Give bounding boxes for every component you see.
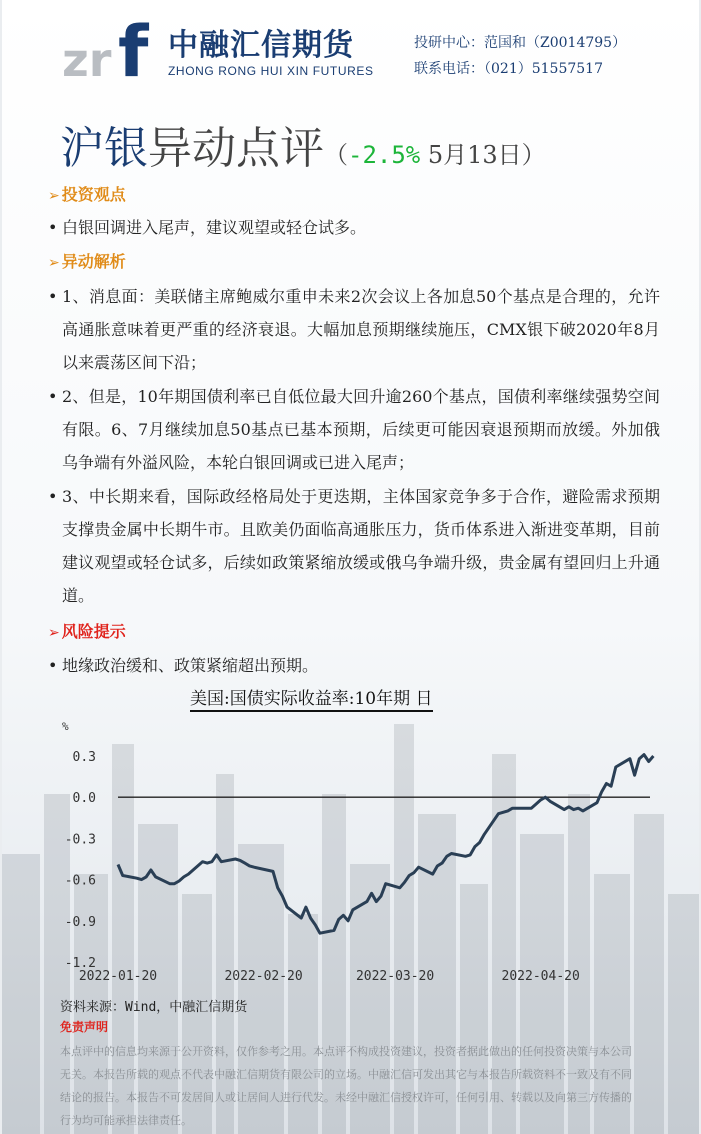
analysis-item-1: • 1、消息面：美联储主席鲍威尔重申未来2次会议上各加息50个基点是合理的，允许高通胀意味着更严重的经济衰退。大幅加息预期继续施压，CMX银下破2020年8月以来震荡区间下沿； [48,287,660,372]
disclaimer-heading: 免责声明 [60,1020,109,1034]
svg-text:zr: zr [62,33,112,82]
y-tick-label: 0.3 [72,750,96,765]
y-tick-label: 0.0 [72,791,96,807]
section-heading-analysis: ➢ 异动解析 [48,252,126,271]
x-tick-label: 2022-01-20 [78,969,158,984]
section-heading-view: ➢ 投资观点 [48,185,126,204]
title-type: 异动点评 [148,123,324,174]
y-axis-unit: % [62,720,69,733]
title-paren-open: （ [324,141,348,169]
svg-text:f: f [118,12,149,82]
arrow-bullet-icon: ➢ [48,188,60,204]
company-logo [62,12,382,84]
data-source: 资料来源：Wind，中融汇信期货 [60,1000,248,1015]
y-tick-label: -0.3 [64,832,96,848]
analysis-item-2: • 2、但是，10年期国债利率已自低位最大回升逾260个基点，国债利率继续强势空间有限。6、7月继续加息50基点已基本预期，后续更可能因衰退预期而放缓。外加俄乌争端有外溢风险，本轮白银回调或已进入尾声； [48,387,660,472]
arrow-bullet-icon: ➢ [48,255,60,271]
title-date: 5月13日） [420,141,546,169]
x-tick-label: 2022-03-20 [355,969,435,984]
title-product: 沪银 [60,123,148,174]
arrow-bullet-icon: ➢ [48,625,60,641]
phone-info: 联系电话：（021）51557517 [414,61,603,77]
y-tick-label: -0.6 [64,873,96,889]
chart-title: 美国:国债实际收益率:10年期 日 [190,684,433,712]
risk-bullet: • 地缘政治缓和、政策紧缩超出预期。 [48,656,319,675]
series-line [118,755,653,934]
analysis-item-3: • 3、中长期来看，国际政经格局处于更迭期，主体国家竞争多于合作，避险需求预期支撑贵金属中长期牛市。且欧美仍面临高通胀压力，货币体系进入渐进变革期，目前建议观望或轻仓试多，后续如政策紧缩放缓或俄乌争端升级，贵金属有望回归上升通道。 [48,487,660,605]
contact-info [414,30,626,82]
disclaimer-text: 本点评中的信息均来源于公开资料，仅作参考之用。本点评不构成投资建议，投资者据此做出的任何投资决策与本公司无关。本报告所载的观点不代表中融汇信期货有限公司的立场。中融汇信可发出其它与本报告所载资料不一致及有不同结论的报告。本报告不可发居间人或让居间人进行代发。未经中融汇信授权许可，任何引用、转载以及向第三方传播的行为均可能承担法律责任。 [60,1045,632,1127]
y-tick-label: -1.2 [64,956,96,971]
yield-line-chart [50,712,670,990]
logo-english-name: ZHONG RONG HUI XIN FUTURES [168,64,374,78]
logo-chinese-name: 中融汇信期货 [168,28,354,63]
analyst-info: 投研中心：范国和（Z0014795） [414,35,627,51]
view-bullet: • 白银回调进入尾声，建议观望或轻仓试多。 [48,218,367,237]
section-heading-risk: ➢ 风险提示 [48,622,126,641]
title-price-change: -2.5% [348,141,421,169]
x-tick-label: 2022-04-20 [501,969,580,984]
x-tick-label: 2022-02-20 [224,969,303,984]
page-title [60,112,546,176]
left-border [0,0,2,1134]
y-tick-label: -0.9 [64,914,96,930]
zrf-logo-mark [62,12,162,82]
